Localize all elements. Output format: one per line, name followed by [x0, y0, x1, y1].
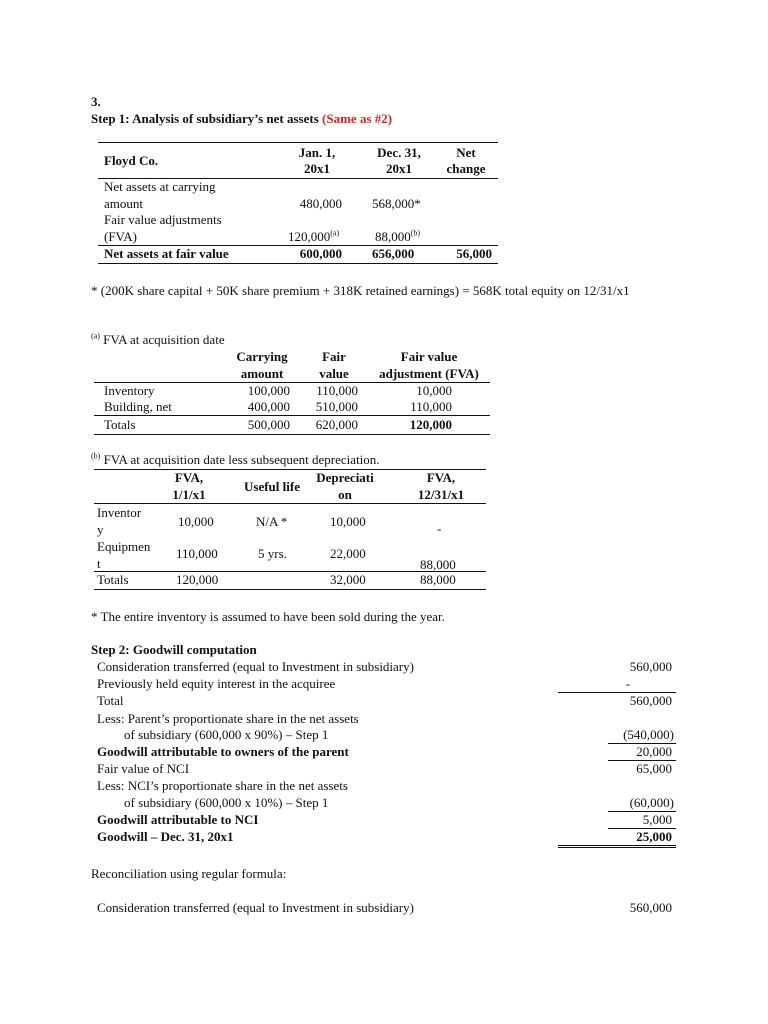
row-label: Fair value adjustments [104, 212, 222, 227]
cell-value: - [437, 521, 442, 536]
cell-value: 620,000 [315, 417, 358, 432]
reconciliation-title: Reconciliation using regular formula: [91, 866, 287, 881]
col-header-change: change [446, 161, 486, 176]
col-header: 12/31/x1 [417, 487, 465, 502]
goodwill-total-value: 25,000 [636, 829, 672, 844]
line-value: 65,000 [636, 761, 672, 776]
line-label: Fair value of NCI [97, 761, 190, 776]
row-label: Building, net [104, 399, 172, 414]
fva-acq-title: $^{(a)}$ FVA at acquisition date [91, 331, 225, 347]
row-label: Net assets at fair value [104, 246, 229, 261]
line-value: 20,000 [636, 744, 672, 759]
col-header-dec: 20x1 [386, 161, 412, 176]
cell-value: 10,000 [178, 514, 214, 529]
line-label: Consideration transferred (equal to Investment in subsidiary) [97, 659, 414, 674]
table-rule [98, 142, 498, 143]
cell-value: 56,000 [456, 246, 492, 261]
col-header: 1/1/x1 [172, 487, 206, 502]
cell-value: 120,000 [409, 417, 452, 432]
col-header-jan: 20x1 [304, 161, 330, 176]
cell-value: 110,000 [316, 383, 358, 398]
cell-value: 110,000 [176, 546, 218, 561]
cell-value: 120,000$^{(a)}$ [288, 228, 340, 244]
table-rule [94, 503, 486, 504]
col-header: Fair [322, 349, 346, 364]
col-header: Depreciati [316, 470, 374, 485]
company-name: Floyd Co. [104, 153, 159, 168]
reconciliation-line-label: Consideration transferred (equal to Investment in subsidiary) [97, 900, 414, 915]
cell-value: 510,000 [315, 399, 358, 414]
cell-value: 100,000 [247, 383, 290, 398]
step2-title: Step 2: Goodwill computation [91, 642, 257, 657]
col-header-change: Net [456, 145, 476, 160]
table-rule [94, 434, 490, 435]
totals-label: Totals [97, 572, 129, 587]
line-value: (540,000) [623, 727, 674, 742]
col-header: value [319, 366, 349, 381]
row-label: Net assets at carrying [104, 179, 216, 194]
cell-value: 88,000$^{(b)}$ [375, 228, 421, 244]
line-label: Less: Parent’s proportionate share in the net assets [97, 711, 359, 726]
problem-number: 3. [91, 94, 101, 109]
col-header-jan: Jan. 1, [298, 145, 336, 160]
cell-value: 32,000 [330, 572, 366, 587]
row-label: Inventory [104, 383, 155, 398]
col-header: Useful life [244, 479, 300, 494]
cell-value: 88,000 [420, 557, 456, 572]
line-value: 5,000 [642, 812, 672, 827]
fva-dep-title: $^{(b)}$ FVA at acquisition date less subsequent depreciation. [91, 451, 380, 467]
goodwill-total-label: Goodwill – Dec. 31, 20x1 [97, 829, 234, 844]
row-label: (FVA) [104, 229, 137, 244]
col-header: amount [240, 366, 284, 381]
inventory-note: * The entire inventory is assumed to have been sold during the year. [91, 609, 445, 624]
table-rule [94, 415, 490, 416]
cell-value: 120,000 [176, 572, 219, 587]
cell-value: 480,000 [299, 196, 342, 211]
row-label: y [97, 522, 104, 537]
table-rule [94, 589, 486, 590]
totals-label: Totals [104, 417, 136, 432]
line-label: of subsidiary (600,000 x 90%) – Step 1 [124, 727, 329, 742]
line-label: Goodwill attributable to owners of the parent [97, 744, 349, 759]
line-label: Previously held equity interest in the acquiree [97, 676, 336, 691]
col-header: on [338, 487, 352, 502]
col-header: FVA, [174, 470, 204, 485]
step1-title-text: Step 1: Analysis of subsidiary’s net assets [91, 111, 319, 126]
step1-title [91, 111, 392, 127]
row-label: Equipmen [97, 539, 151, 554]
equity-footnote: * (200K share capital + 50K share premium + 318K retained earnings) = 568K total equity on 12/31/x1 [91, 283, 630, 298]
cell-value: N/A * [256, 514, 288, 529]
row-label: amount [104, 196, 143, 211]
cell-value: 22,000 [330, 546, 366, 561]
cell-value: 500,000 [247, 417, 290, 432]
col-header: Carrying [236, 349, 288, 364]
col-header: FVA, [426, 470, 456, 485]
row-label: t [97, 556, 101, 571]
row-label: Inventor [97, 505, 142, 520]
col-header: adjustment (FVA) [379, 366, 479, 381]
line-value: (60,000) [629, 795, 674, 810]
double-rule [558, 845, 676, 848]
cell-value: 600,000 [299, 246, 342, 261]
line-value: - [625, 676, 630, 691]
table-rule [98, 263, 498, 264]
step1-title-note: (Same as #2) [322, 111, 393, 126]
cell-value: 656,000 [372, 246, 415, 261]
cell-value: 5 yrs. [258, 546, 287, 561]
cell-value: 110,000 [410, 399, 452, 414]
line-label: Goodwill attributable to NCI [97, 812, 259, 827]
line-label: of subsidiary (600,000 x 10%) – Step 1 [124, 795, 329, 810]
reconciliation-line-value: 560,000 [629, 900, 672, 915]
cell-value: 10,000 [416, 383, 452, 398]
line-label: Total [97, 693, 124, 708]
cell-value: 568,000* [372, 196, 421, 211]
col-header: Fair value [400, 349, 458, 364]
cell-value: 10,000 [330, 514, 366, 529]
cell-value: 88,000 [420, 572, 456, 587]
col-header-dec: Dec. 31, [377, 145, 421, 160]
cell-value: 400,000 [247, 399, 290, 414]
line-value: 560,000 [629, 659, 672, 674]
line-value: 560,000 [629, 693, 672, 708]
line-label: Less: NCI’s proportionate share in the net assets [97, 778, 348, 793]
